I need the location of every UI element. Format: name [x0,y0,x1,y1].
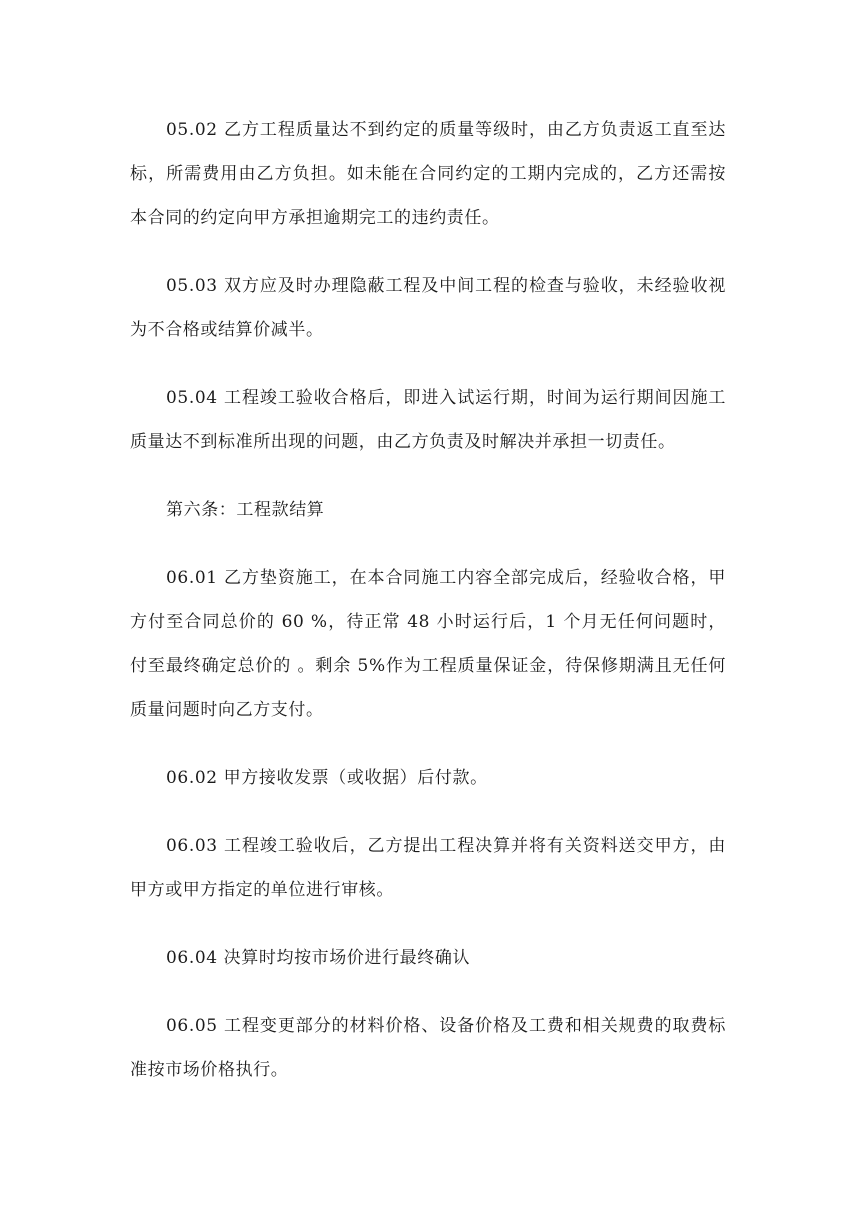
clause-06-04: 06.04 决算时均按市场价进行最终确认 [166,948,471,968]
clause-06-03: 06.03 工程竣工验收后，乙方提出工程决算并将有关资料送交甲方，由甲方或甲方指定的单位进行审核。 [130,836,726,900]
section-heading-article-6: 第六条：工程款结算 [166,500,325,520]
clause-06-02: 06.02 甲方接收发票（或收据）后付款。 [166,768,488,788]
clause-06-05: 06.05 工程变更部分的材料价格、设备价格及工费和相关规费的取费标准按市场价格执行。 [130,1016,726,1080]
clause-05-03: 05.03 双方应及时办理隐蔽工程及中间工程的检查与验收，未经验收视为不合格或结算价减半。 [130,276,726,340]
clause-06-01: 06.01 乙方垫资施工，在本合同施工内容全部完成后，经验收合格，甲方付至合同总价的 60 %，待正常 48 小时运行后，1 个月无任何问题时，付至最终确定总价的 。剩余 5%作为工程质量保证金，待保修期满且无任何质量问题时向乙方支付。 [130,568,726,720]
clause-05-02: 05.02 乙方工程质量达不到约定的质量等级时，由乙方负责返工直至达标，所需费用由乙方负担。如未能在合同约定的工期内完成的，乙方还需按本合同的约定向甲方承担逾期完工的违约责任。 [130,120,726,228]
document-body [130,108,726,1116]
clause-05-04: 05.04 工程竣工验收合格后，即进入试运行期，时间为运行期间因施工质量达不到标准所出现的问题，由乙方负责及时解决并承担一切责任。 [130,388,726,452]
